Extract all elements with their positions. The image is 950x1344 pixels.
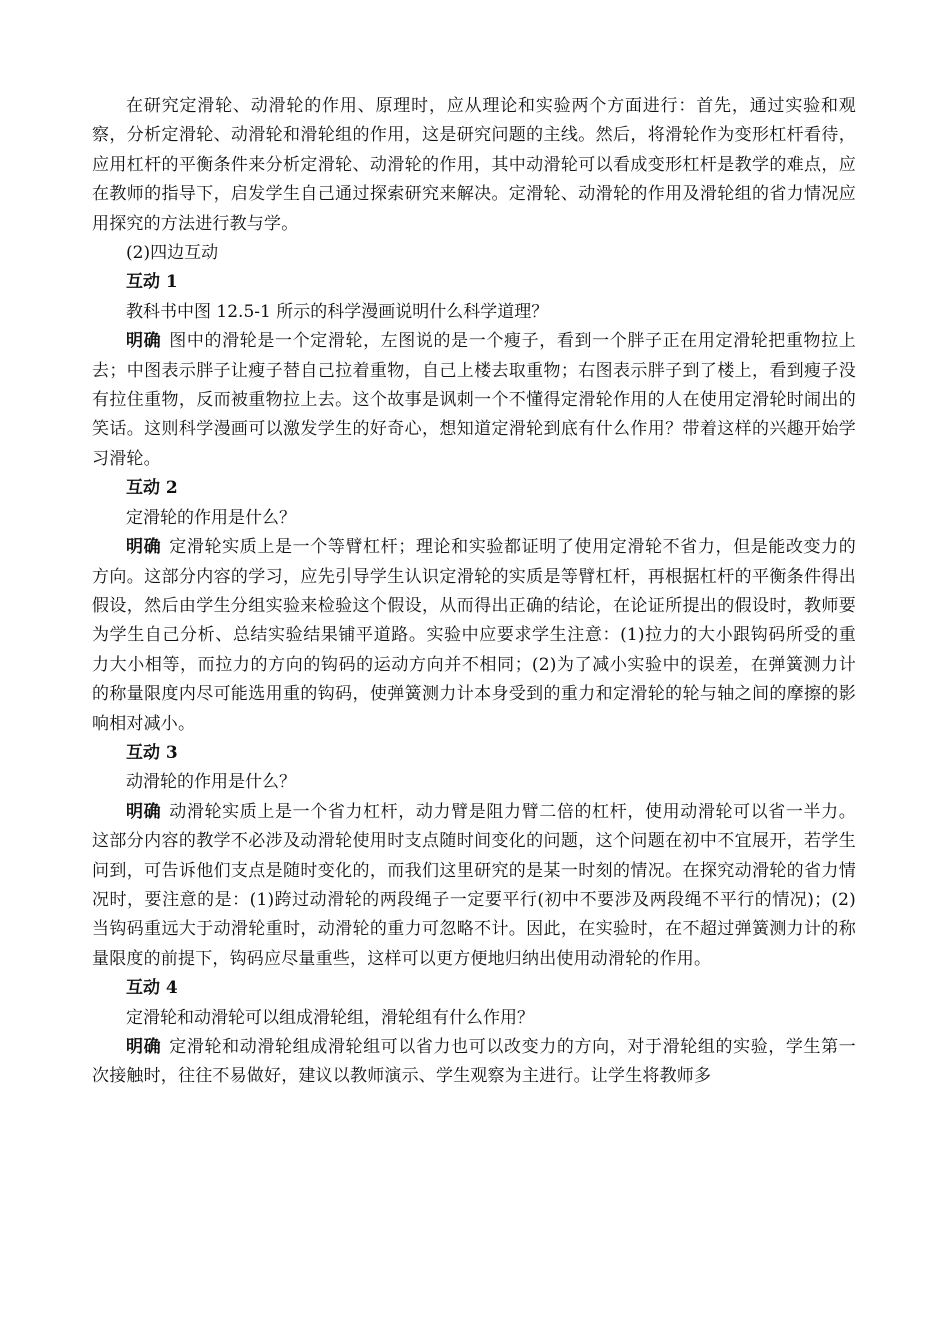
- interaction-1-question: 教科书中图 12.5-1 所示的科学漫画说明什么科学道理？: [126, 301, 549, 322]
- interaction-4-title: 互动 4: [126, 978, 178, 999]
- interaction-4-answer: [92, 1033, 856, 1092]
- interaction-2-question: 定滑轮的作用是什么？: [126, 507, 296, 528]
- interaction-1-answer-text: 图中的滑轮是一个定滑轮，左图说的是一个瘦子，看到一个胖子正在用定滑轮把重物拉上去；中图表示胖子让瘦子替自己拉着重物，自己上楼去取重物；右图表示胖子到了楼上，看到瘦子没有拉住重物，反而被重物拉上去。这个故事是讽刺一个不懂得定滑轮作用的人在使用定滑轮时闹出的笑话。这则科学漫画可以激发学生的好奇心，想知道定滑轮到底有什么作用？带着这样的兴趣开始学习滑轮。: [92, 331, 856, 469]
- intro-paragraph: 在研究定滑轮、动滑轮的作用、原理时，应从理论和实验两个方面进行：首先，通过实验和观察，分析定滑轮、动滑轮和滑轮组的作用，这是研究问题的主线。然后，将滑轮作为变形杠杆看待，应用杠杆的平衡条件来分析定滑轮、动滑轮的作用，其中动滑轮可以看成变形杠杆是教学的难点，应在教师的指导下，启发学生自己通过探索研究来解决。定滑轮、动滑轮的作用及滑轮组的省力情况应用探究的方法进行教与学。: [92, 96, 856, 234]
- interaction-2-title: 互动 2: [126, 478, 178, 499]
- interaction-3-question: 动滑轮的作用是什么？: [126, 772, 296, 793]
- interaction-4-answer-text: 定滑轮和动滑轮组成滑轮组可以省力也可以改变力的方向，对于滑轮组的实验，学生第一次接触时，往往不易做好，建议以教师演示、学生观察为主进行。让学生将教师多: [92, 1037, 856, 1087]
- answer-label: 明确: [126, 801, 162, 822]
- interaction-3-answer-text: 动滑轮实质上是一个省力杠杆，动力臂是阻力臂二倍的杠杆，使用动滑轮可以省一半力。这部分内容的教学不必涉及动滑轮使用时支点随时间变化的问题，这个问题在初中不宜展开，若学生问到，可告诉他们支点是随时变化的，而我们这里研究的是某一时刻的情况。在探究动滑轮的省力情况时，要注意的是：(1)跨过动滑轮的两段绳子一定要平行(初中不要涉及两段绳不平行的情况)；(2)当钩码重远大于动滑轮重时，动滑轮的重力可忽略不计。因此，在实验时，在不超过弹簧测力计的称量限度的前提下，钩码应尽量重些，这样可以更方便地归纳出使用动滑轮的作用。: [92, 801, 856, 969]
- answer-label: 明确: [126, 1037, 162, 1057]
- answer-label: 明确: [126, 331, 162, 352]
- interaction-1-title: 互动 1: [126, 272, 178, 293]
- interaction-2-answer-text: 定滑轮实质上是一个等臂杠杆；理论和实验都证明了使用定滑轮不省力，但是能改变力的方向。这部分内容的学习，应先引导学生认识定滑轮的实质是等臂杠杆，再根据杠杆的平衡条件得出假设，然后由学生分组实验来检验这个假设，从而得出正确的结论，在论证所提出的假设时，教师要为学生自己分析、总结实验结果铺平道路。实验中应要求学生注意：(1)拉力的大小跟钩码所受的重力大小相等，而拉力的方向的钩码的运动方向并不相同；(2)为了减小实验中的误差，在弹簧测力计的称量限度内尽可能选用重的钩码，使弹簧测力计本身受到的重力和定滑轮的轮与轴之间的摩擦的影响相对减小。: [92, 537, 856, 734]
- interaction-1-answer: [92, 327, 856, 474]
- interaction-3-answer: [92, 798, 856, 974]
- answer-label: 明确: [126, 537, 162, 558]
- section-title: (2)四边互动: [126, 243, 219, 264]
- interaction-2-answer: [92, 533, 856, 739]
- interaction-4-question: 定滑轮和动滑轮可以组成滑轮组，滑轮组有什么作用？: [126, 1007, 534, 1028]
- interaction-3-title: 互动 3: [126, 742, 178, 763]
